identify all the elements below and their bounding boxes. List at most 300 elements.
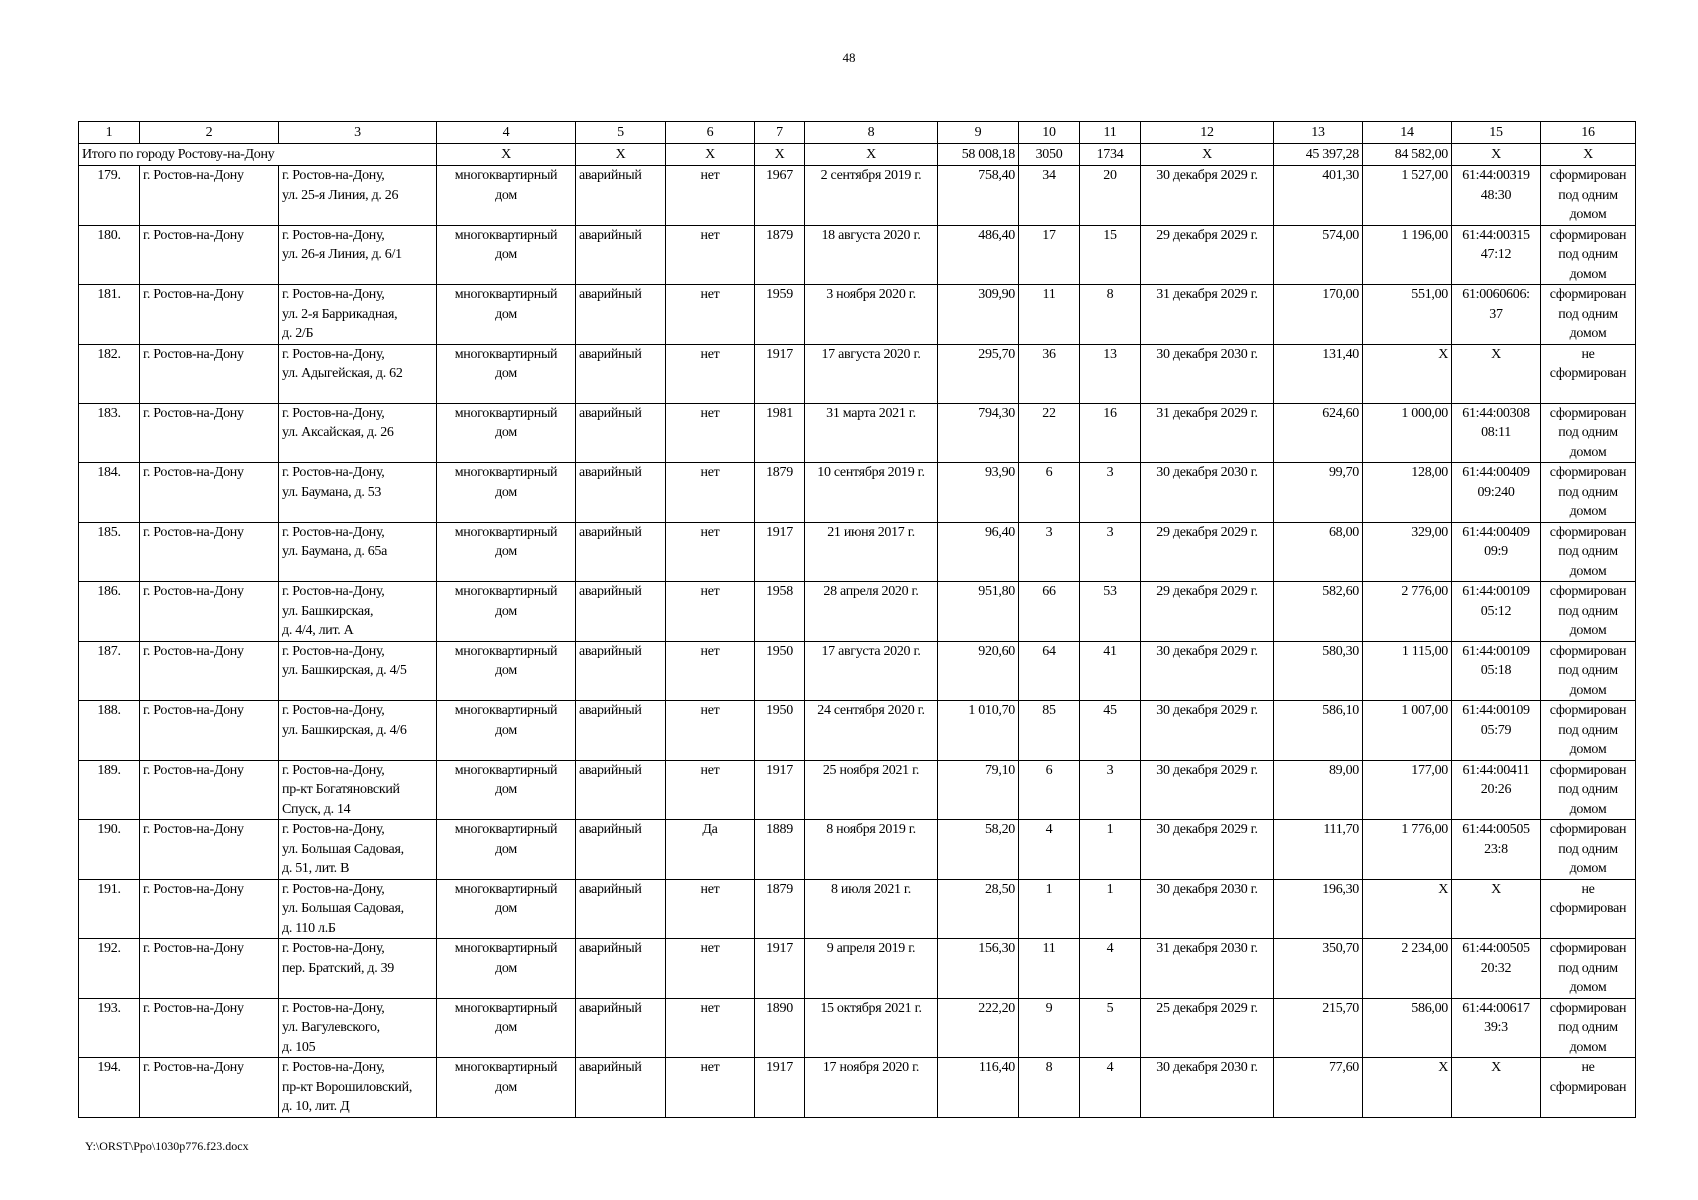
column-number: 2 bbox=[140, 122, 279, 144]
cell-line: домом bbox=[1569, 801, 1607, 817]
area-cell: 28,50 bbox=[938, 879, 1019, 939]
address-cell bbox=[279, 463, 437, 523]
cell-line: сформирован bbox=[1549, 524, 1627, 540]
cell-line: сформирован bbox=[1549, 822, 1627, 837]
land-status-cell bbox=[1541, 641, 1636, 701]
condition-cell: аварийный bbox=[576, 1058, 666, 1118]
cell-line: сформирован bbox=[1549, 1000, 1627, 1016]
cell-line: многоквартирный bbox=[454, 762, 558, 778]
address-cell bbox=[279, 820, 437, 880]
deadline-cell: 31 декабря 2030 г. bbox=[1141, 939, 1274, 999]
cell-line: ул. Башкирская, bbox=[282, 603, 374, 619]
residents-cell: 85 bbox=[1019, 701, 1080, 761]
building-type-cell bbox=[437, 582, 576, 642]
recognition-date-cell: 18 августа 2020 г. bbox=[805, 225, 938, 285]
cell-line: 61:44:00109 bbox=[1462, 703, 1530, 718]
table-row bbox=[79, 403, 1636, 463]
column-number: 16 bbox=[1541, 122, 1636, 144]
cadastral-number-cell bbox=[1452, 760, 1541, 820]
area-cell: 96,40 bbox=[938, 522, 1019, 582]
row-number: 179. bbox=[79, 166, 140, 226]
flag-cell: нет bbox=[666, 879, 755, 939]
total-cell: 45 397,28 bbox=[1274, 144, 1363, 166]
rooms-cell: 3 bbox=[1080, 522, 1141, 582]
cell-line: г. Ростов-на-Дону, bbox=[282, 1000, 385, 1016]
condition-cell: аварийный bbox=[576, 166, 666, 226]
condition-cell: аварийный bbox=[576, 344, 666, 403]
building-type-cell bbox=[437, 166, 576, 226]
cell-line: домом bbox=[1569, 742, 1607, 757]
land-status-cell bbox=[1541, 403, 1636, 463]
address-cell bbox=[279, 939, 437, 999]
residents-cell: 17 bbox=[1019, 225, 1080, 285]
cell-line: домом bbox=[1569, 682, 1607, 698]
cell-line: сформирован bbox=[1549, 168, 1627, 183]
area-cell: 116,40 bbox=[938, 1058, 1019, 1118]
land-area-cell: 2 234,00 bbox=[1363, 939, 1452, 999]
area-cell: 920,60 bbox=[938, 641, 1019, 701]
condition-cell: аварийный bbox=[576, 939, 666, 999]
address-cell bbox=[279, 701, 437, 761]
land-area-cell: X bbox=[1363, 879, 1452, 939]
cell-line: 09:9 bbox=[1484, 544, 1508, 559]
value-cell: 68,00 bbox=[1274, 522, 1363, 582]
cell-line: 05:12 bbox=[1480, 603, 1512, 619]
residents-cell: 11 bbox=[1019, 939, 1080, 999]
value-cell: 215,70 bbox=[1274, 998, 1363, 1058]
deadline-cell: 30 декабря 2029 г. bbox=[1141, 760, 1274, 820]
condition-cell: аварийный bbox=[576, 463, 666, 523]
building-type-cell bbox=[437, 403, 576, 463]
flag-cell: нет bbox=[666, 522, 755, 582]
cell-line: ул. 26-я Линия, д. 6/1 bbox=[282, 247, 402, 262]
cell-line: многоквартирный bbox=[454, 881, 558, 897]
row-number: 184. bbox=[79, 463, 140, 523]
row-number: 182. bbox=[79, 344, 140, 403]
land-status-cell bbox=[1541, 463, 1636, 523]
cell-line: под одним bbox=[1558, 187, 1618, 203]
cell-line: ул. Башкирская, д. 4/5 bbox=[282, 663, 407, 678]
area-cell: 486,40 bbox=[938, 225, 1019, 285]
column-number: 10 bbox=[1019, 122, 1080, 144]
cell-line: ул. Вагулевского, bbox=[282, 1020, 380, 1035]
condition-cell: аварийный bbox=[576, 582, 666, 642]
cell-line: сформирован bbox=[1549, 287, 1627, 302]
recognition-date-cell: 24 сентября 2020 г. bbox=[805, 701, 938, 761]
value-cell: 582,60 bbox=[1274, 582, 1363, 642]
cell-line: многоквартирный bbox=[454, 584, 558, 599]
land-status-cell bbox=[1541, 582, 1636, 642]
rooms-cell: 8 bbox=[1080, 285, 1141, 345]
cell-line: сформирован bbox=[1549, 643, 1627, 659]
cadastral-number-cell bbox=[1452, 939, 1541, 999]
rooms-cell: 5 bbox=[1080, 998, 1141, 1058]
land-area-cell: 551,00 bbox=[1363, 285, 1452, 345]
total-cell: 84 582,00 bbox=[1363, 144, 1452, 166]
cadastral-number-cell bbox=[1452, 344, 1541, 403]
cell-line: X bbox=[1491, 881, 1501, 897]
cell-line: многоквартирный bbox=[454, 524, 558, 540]
cell-line: ул. Адыгейская, д. 62 bbox=[282, 366, 403, 381]
table-row bbox=[79, 939, 1636, 999]
footer-file-path: Y:\ORST\Ppo\1030p776.f23.docx bbox=[85, 1139, 249, 1153]
row-number: 187. bbox=[79, 641, 140, 701]
row-number: 183. bbox=[79, 403, 140, 463]
cell-line: сформирован bbox=[1549, 584, 1627, 599]
condition-cell: аварийный bbox=[576, 403, 666, 463]
condition-cell: аварийный bbox=[576, 522, 666, 582]
cell-line: домом bbox=[1569, 980, 1607, 995]
flag-cell: нет bbox=[666, 225, 755, 285]
land-status-cell bbox=[1541, 760, 1636, 820]
column-number: 1 bbox=[79, 122, 140, 144]
year-cell: 1959 bbox=[755, 285, 805, 345]
cell-line: под одним bbox=[1558, 247, 1618, 262]
municipality-cell: г. Ростов-на-Дону bbox=[140, 1058, 279, 1118]
cell-line: 61:44:00617 bbox=[1462, 1000, 1530, 1016]
housing-register-table bbox=[78, 121, 1636, 1118]
land-status-cell bbox=[1541, 998, 1636, 1058]
cell-line: многоквартирный bbox=[454, 822, 558, 837]
cell-line: 47:12 bbox=[1480, 247, 1512, 262]
flag-cell: нет bbox=[666, 344, 755, 403]
value-cell: 77,60 bbox=[1274, 1058, 1363, 1118]
deadline-cell: 30 декабря 2029 г. bbox=[1141, 641, 1274, 701]
cadastral-number-cell bbox=[1452, 820, 1541, 880]
cell-line: г. Ростов-на-Дону, bbox=[282, 584, 385, 599]
building-type-cell bbox=[437, 820, 576, 880]
row-number: 186. bbox=[79, 582, 140, 642]
cell-line: 61:44:00409 bbox=[1462, 465, 1530, 480]
rooms-cell: 4 bbox=[1080, 1058, 1141, 1118]
value-cell: 350,70 bbox=[1274, 939, 1363, 999]
cell-line: дом bbox=[495, 484, 517, 500]
year-cell: 1917 bbox=[755, 760, 805, 820]
page-number: 48 bbox=[842, 50, 856, 65]
cell-line: г. Ростов-на-Дону, bbox=[282, 405, 385, 421]
cell-line: д. 51, лит. В bbox=[282, 861, 350, 876]
flag-cell: нет bbox=[666, 701, 755, 761]
cell-line: не bbox=[1581, 881, 1595, 897]
total-cell: X bbox=[437, 144, 576, 166]
deadline-cell: 31 декабря 2029 г. bbox=[1141, 403, 1274, 463]
municipality-cell: г. Ростов-на-Дону bbox=[140, 879, 279, 939]
cadastral-number-cell bbox=[1452, 403, 1541, 463]
recognition-date-cell: 9 апреля 2019 г. bbox=[805, 939, 938, 999]
municipality-cell: г. Ростов-на-Дону bbox=[140, 285, 279, 345]
year-cell: 1917 bbox=[755, 1058, 805, 1118]
row-number: 188. bbox=[79, 701, 140, 761]
row-number: 194. bbox=[79, 1058, 140, 1118]
cell-line: ул. Баумана, д. 53 bbox=[282, 484, 382, 500]
cell-line: сформирован bbox=[1549, 1079, 1627, 1095]
cell-line: сформирован bbox=[1549, 366, 1627, 381]
municipality-cell: г. Ростов-на-Дону bbox=[140, 641, 279, 701]
cell-line: 61:44:00319 bbox=[1462, 168, 1530, 183]
land-area-cell: 177,00 bbox=[1363, 760, 1452, 820]
total-cell: X bbox=[666, 144, 755, 166]
total-cell: X bbox=[1452, 144, 1541, 166]
value-cell: 580,30 bbox=[1274, 641, 1363, 701]
cell-line: под одним bbox=[1558, 484, 1618, 500]
land-area-cell: 329,00 bbox=[1363, 522, 1452, 582]
cell-line: г. Ростов-на-Дону, bbox=[282, 822, 385, 837]
residents-cell: 66 bbox=[1019, 582, 1080, 642]
rooms-cell: 53 bbox=[1080, 582, 1141, 642]
rooms-cell: 13 bbox=[1080, 344, 1141, 403]
address-cell bbox=[279, 760, 437, 820]
rooms-cell: 1 bbox=[1080, 879, 1141, 939]
area-cell: 156,30 bbox=[938, 939, 1019, 999]
land-status-cell bbox=[1541, 701, 1636, 761]
table-row bbox=[79, 166, 1636, 226]
recognition-date-cell: 28 апреля 2020 г. bbox=[805, 582, 938, 642]
cell-line: г. Ростов-на-Дону, bbox=[282, 346, 385, 362]
row-number: 185. bbox=[79, 522, 140, 582]
cell-line: X bbox=[1491, 346, 1501, 362]
cell-line: 08:11 bbox=[1481, 425, 1511, 440]
residents-cell: 1 bbox=[1019, 879, 1080, 939]
land-area-cell: 128,00 bbox=[1363, 463, 1452, 523]
total-cell: X bbox=[755, 144, 805, 166]
cell-line: домом bbox=[1569, 504, 1607, 519]
municipality-cell: г. Ростов-на-Дону bbox=[140, 225, 279, 285]
row-number: 192. bbox=[79, 939, 140, 999]
municipality-cell: г. Ростов-на-Дону bbox=[140, 344, 279, 403]
cell-line: сформирован bbox=[1549, 405, 1627, 421]
land-area-cell: X bbox=[1363, 344, 1452, 403]
cell-line: 37 bbox=[1489, 306, 1503, 322]
cell-line: 09:240 bbox=[1477, 484, 1515, 500]
recognition-date-cell: 31 марта 2021 г. bbox=[805, 403, 938, 463]
cell-line: 61:44:00409 bbox=[1462, 524, 1530, 540]
cadastral-number-cell bbox=[1452, 166, 1541, 226]
land-area-cell: X bbox=[1363, 1058, 1452, 1118]
cell-line: пр-кт Ворошиловский, bbox=[282, 1079, 413, 1095]
building-type-cell bbox=[437, 760, 576, 820]
cell-line: 61:44:00109 bbox=[1462, 584, 1530, 599]
cell-line: дом bbox=[495, 306, 517, 322]
cell-line: г. Ростов-на-Дону, bbox=[282, 465, 385, 480]
cell-line: многоквартирный bbox=[454, 465, 558, 480]
building-type-cell bbox=[437, 701, 576, 761]
cadastral-number-cell bbox=[1452, 285, 1541, 345]
cell-line: 61:44:00308 bbox=[1462, 405, 1530, 421]
cell-line: X bbox=[1491, 1060, 1501, 1075]
land-area-cell: 2 776,00 bbox=[1363, 582, 1452, 642]
cell-line: дом bbox=[495, 901, 517, 916]
cell-line: 48:30 bbox=[1480, 187, 1512, 203]
year-cell: 1917 bbox=[755, 939, 805, 999]
cell-line: не bbox=[1581, 1060, 1595, 1075]
table-row bbox=[79, 1058, 1636, 1118]
cell-line: дом bbox=[495, 1020, 517, 1035]
year-cell: 1967 bbox=[755, 166, 805, 226]
cell-line: 61:44:00505 bbox=[1462, 941, 1530, 956]
column-number: 13 bbox=[1274, 122, 1363, 144]
deadline-cell: 30 декабря 2030 г. bbox=[1141, 344, 1274, 403]
flag-cell: нет bbox=[666, 582, 755, 642]
building-type-cell bbox=[437, 225, 576, 285]
municipality-cell: г. Ростов-на-Дону bbox=[140, 998, 279, 1058]
cell-line: домом bbox=[1569, 563, 1607, 579]
address-cell bbox=[279, 403, 437, 463]
building-type-cell bbox=[437, 998, 576, 1058]
total-cell: 1734 bbox=[1080, 144, 1141, 166]
area-cell: 309,90 bbox=[938, 285, 1019, 345]
area-cell: 93,90 bbox=[938, 463, 1019, 523]
cell-line: сформирован bbox=[1549, 941, 1627, 956]
year-cell: 1917 bbox=[755, 344, 805, 403]
cell-line: 61:44:00315 bbox=[1462, 227, 1530, 243]
residents-cell: 36 bbox=[1019, 344, 1080, 403]
cell-line: ул. Большая Садовая, bbox=[282, 901, 404, 916]
column-number-row bbox=[79, 122, 1636, 144]
cell-line: Спуск, д. 14 bbox=[282, 801, 351, 817]
cell-line: дом bbox=[495, 960, 517, 976]
municipality-cell: г. Ростов-на-Дону bbox=[140, 701, 279, 761]
cell-line: многоквартирный bbox=[454, 346, 558, 362]
table-row bbox=[79, 344, 1636, 403]
cell-line: под одним bbox=[1558, 841, 1618, 857]
year-cell: 1950 bbox=[755, 641, 805, 701]
cell-line: дом bbox=[495, 603, 517, 619]
column-number: 15 bbox=[1452, 122, 1541, 144]
residents-cell: 9 bbox=[1019, 998, 1080, 1058]
building-type-cell bbox=[437, 285, 576, 345]
cell-line: не bbox=[1581, 346, 1595, 362]
cell-line: д. 105 bbox=[282, 1039, 316, 1055]
cell-line: многоквартирный bbox=[454, 227, 558, 243]
area-cell: 58,20 bbox=[938, 820, 1019, 880]
value-cell: 170,00 bbox=[1274, 285, 1363, 345]
cell-line: домом bbox=[1569, 207, 1607, 222]
recognition-date-cell: 8 июля 2021 г. bbox=[805, 879, 938, 939]
cadastral-number-cell bbox=[1452, 225, 1541, 285]
recognition-date-cell: 10 сентября 2019 г. bbox=[805, 463, 938, 523]
cell-line: дом bbox=[495, 187, 517, 203]
recognition-date-cell: 17 августа 2020 г. bbox=[805, 641, 938, 701]
year-cell: 1917 bbox=[755, 522, 805, 582]
land-area-cell: 586,00 bbox=[1363, 998, 1452, 1058]
building-type-cell bbox=[437, 463, 576, 523]
cell-line: домом bbox=[1569, 444, 1607, 460]
cell-line: ул. Баумана, д. 65а bbox=[282, 544, 388, 559]
cell-line: сформирован bbox=[1549, 762, 1627, 778]
cell-line: дом bbox=[495, 544, 517, 559]
building-type-cell bbox=[437, 939, 576, 999]
cell-line: г. Ростов-на-Дону, bbox=[282, 227, 385, 243]
table-row bbox=[79, 760, 1636, 820]
year-cell: 1950 bbox=[755, 701, 805, 761]
address-cell bbox=[279, 641, 437, 701]
address-cell bbox=[279, 344, 437, 403]
table-row bbox=[79, 225, 1636, 285]
land-status-cell bbox=[1541, 166, 1636, 226]
cell-line: г. Ростов-на-Дону, bbox=[282, 941, 385, 956]
cell-line: г. Ростов-на-Дону, bbox=[282, 524, 385, 540]
flag-cell: нет bbox=[666, 285, 755, 345]
area-cell: 1 010,70 bbox=[938, 701, 1019, 761]
deadline-cell: 30 декабря 2030 г. bbox=[1141, 1058, 1274, 1118]
flag-cell: нет bbox=[666, 760, 755, 820]
recognition-date-cell: 3 ноября 2020 г. bbox=[805, 285, 938, 345]
flag-cell: нет bbox=[666, 998, 755, 1058]
cell-line: домом bbox=[1569, 326, 1607, 341]
cadastral-number-cell bbox=[1452, 463, 1541, 523]
condition-cell: аварийный bbox=[576, 998, 666, 1058]
table-row bbox=[79, 701, 1636, 761]
land-status-cell bbox=[1541, 344, 1636, 403]
cell-line: г. Ростов-на-Дону, bbox=[282, 643, 385, 659]
land-status-cell bbox=[1541, 522, 1636, 582]
cell-line: ул. Аксайская, д. 26 bbox=[282, 425, 394, 440]
condition-cell: аварийный bbox=[576, 701, 666, 761]
cell-line: ул. 25-я Линия, д. 26 bbox=[282, 187, 399, 203]
address-cell bbox=[279, 1058, 437, 1118]
deadline-cell: 25 декабря 2029 г. bbox=[1141, 998, 1274, 1058]
cell-line: дом bbox=[495, 663, 517, 678]
building-type-cell bbox=[437, 522, 576, 582]
value-cell: 99,70 bbox=[1274, 463, 1363, 523]
cadastral-number-cell bbox=[1452, 522, 1541, 582]
cell-line: ул. Большая Садовая, bbox=[282, 841, 404, 857]
cell-line: дом bbox=[495, 722, 517, 738]
value-cell: 111,70 bbox=[1274, 820, 1363, 880]
table-row bbox=[79, 641, 1636, 701]
land-status-cell bbox=[1541, 939, 1636, 999]
cell-line: под одним bbox=[1558, 960, 1618, 976]
land-status-cell bbox=[1541, 879, 1636, 939]
residents-cell: 22 bbox=[1019, 403, 1080, 463]
flag-cell: нет bbox=[666, 403, 755, 463]
cell-line: сформирован bbox=[1549, 465, 1627, 480]
residents-cell: 3 bbox=[1019, 522, 1080, 582]
land-area-cell: 1 007,00 bbox=[1363, 701, 1452, 761]
area-cell: 794,30 bbox=[938, 403, 1019, 463]
recognition-date-cell: 15 октября 2021 г. bbox=[805, 998, 938, 1058]
city-total-row bbox=[79, 144, 1636, 166]
building-type-cell bbox=[437, 344, 576, 403]
value-cell: 586,10 bbox=[1274, 701, 1363, 761]
total-cell: X bbox=[805, 144, 938, 166]
row-number: 189. bbox=[79, 760, 140, 820]
deadline-cell: 30 декабря 2030 г. bbox=[1141, 879, 1274, 939]
condition-cell: аварийный bbox=[576, 285, 666, 345]
cell-line: г. Ростов-на-Дону, bbox=[282, 881, 385, 897]
rooms-cell: 15 bbox=[1080, 225, 1141, 285]
address-cell bbox=[279, 998, 437, 1058]
rooms-cell: 1 bbox=[1080, 820, 1141, 880]
cell-line: многоквартирный bbox=[454, 168, 558, 183]
rooms-cell: 41 bbox=[1080, 641, 1141, 701]
land-status-cell bbox=[1541, 1058, 1636, 1118]
recognition-date-cell: 25 ноября 2021 г. bbox=[805, 760, 938, 820]
cell-line: дом bbox=[495, 366, 517, 381]
table-row bbox=[79, 998, 1636, 1058]
cell-line: д. 110 л.Б bbox=[282, 920, 336, 936]
cell-line: дом bbox=[495, 1079, 517, 1095]
year-cell: 1889 bbox=[755, 820, 805, 880]
address-cell bbox=[279, 879, 437, 939]
cell-line: 20:32 bbox=[1480, 960, 1512, 976]
table-row bbox=[79, 285, 1636, 345]
deadline-cell: 30 декабря 2029 г. bbox=[1141, 166, 1274, 226]
residents-cell: 64 bbox=[1019, 641, 1080, 701]
area-cell: 79,10 bbox=[938, 760, 1019, 820]
deadline-cell: 30 декабря 2029 г. bbox=[1141, 701, 1274, 761]
cell-line: д. 10, лит. Д bbox=[282, 1099, 350, 1114]
